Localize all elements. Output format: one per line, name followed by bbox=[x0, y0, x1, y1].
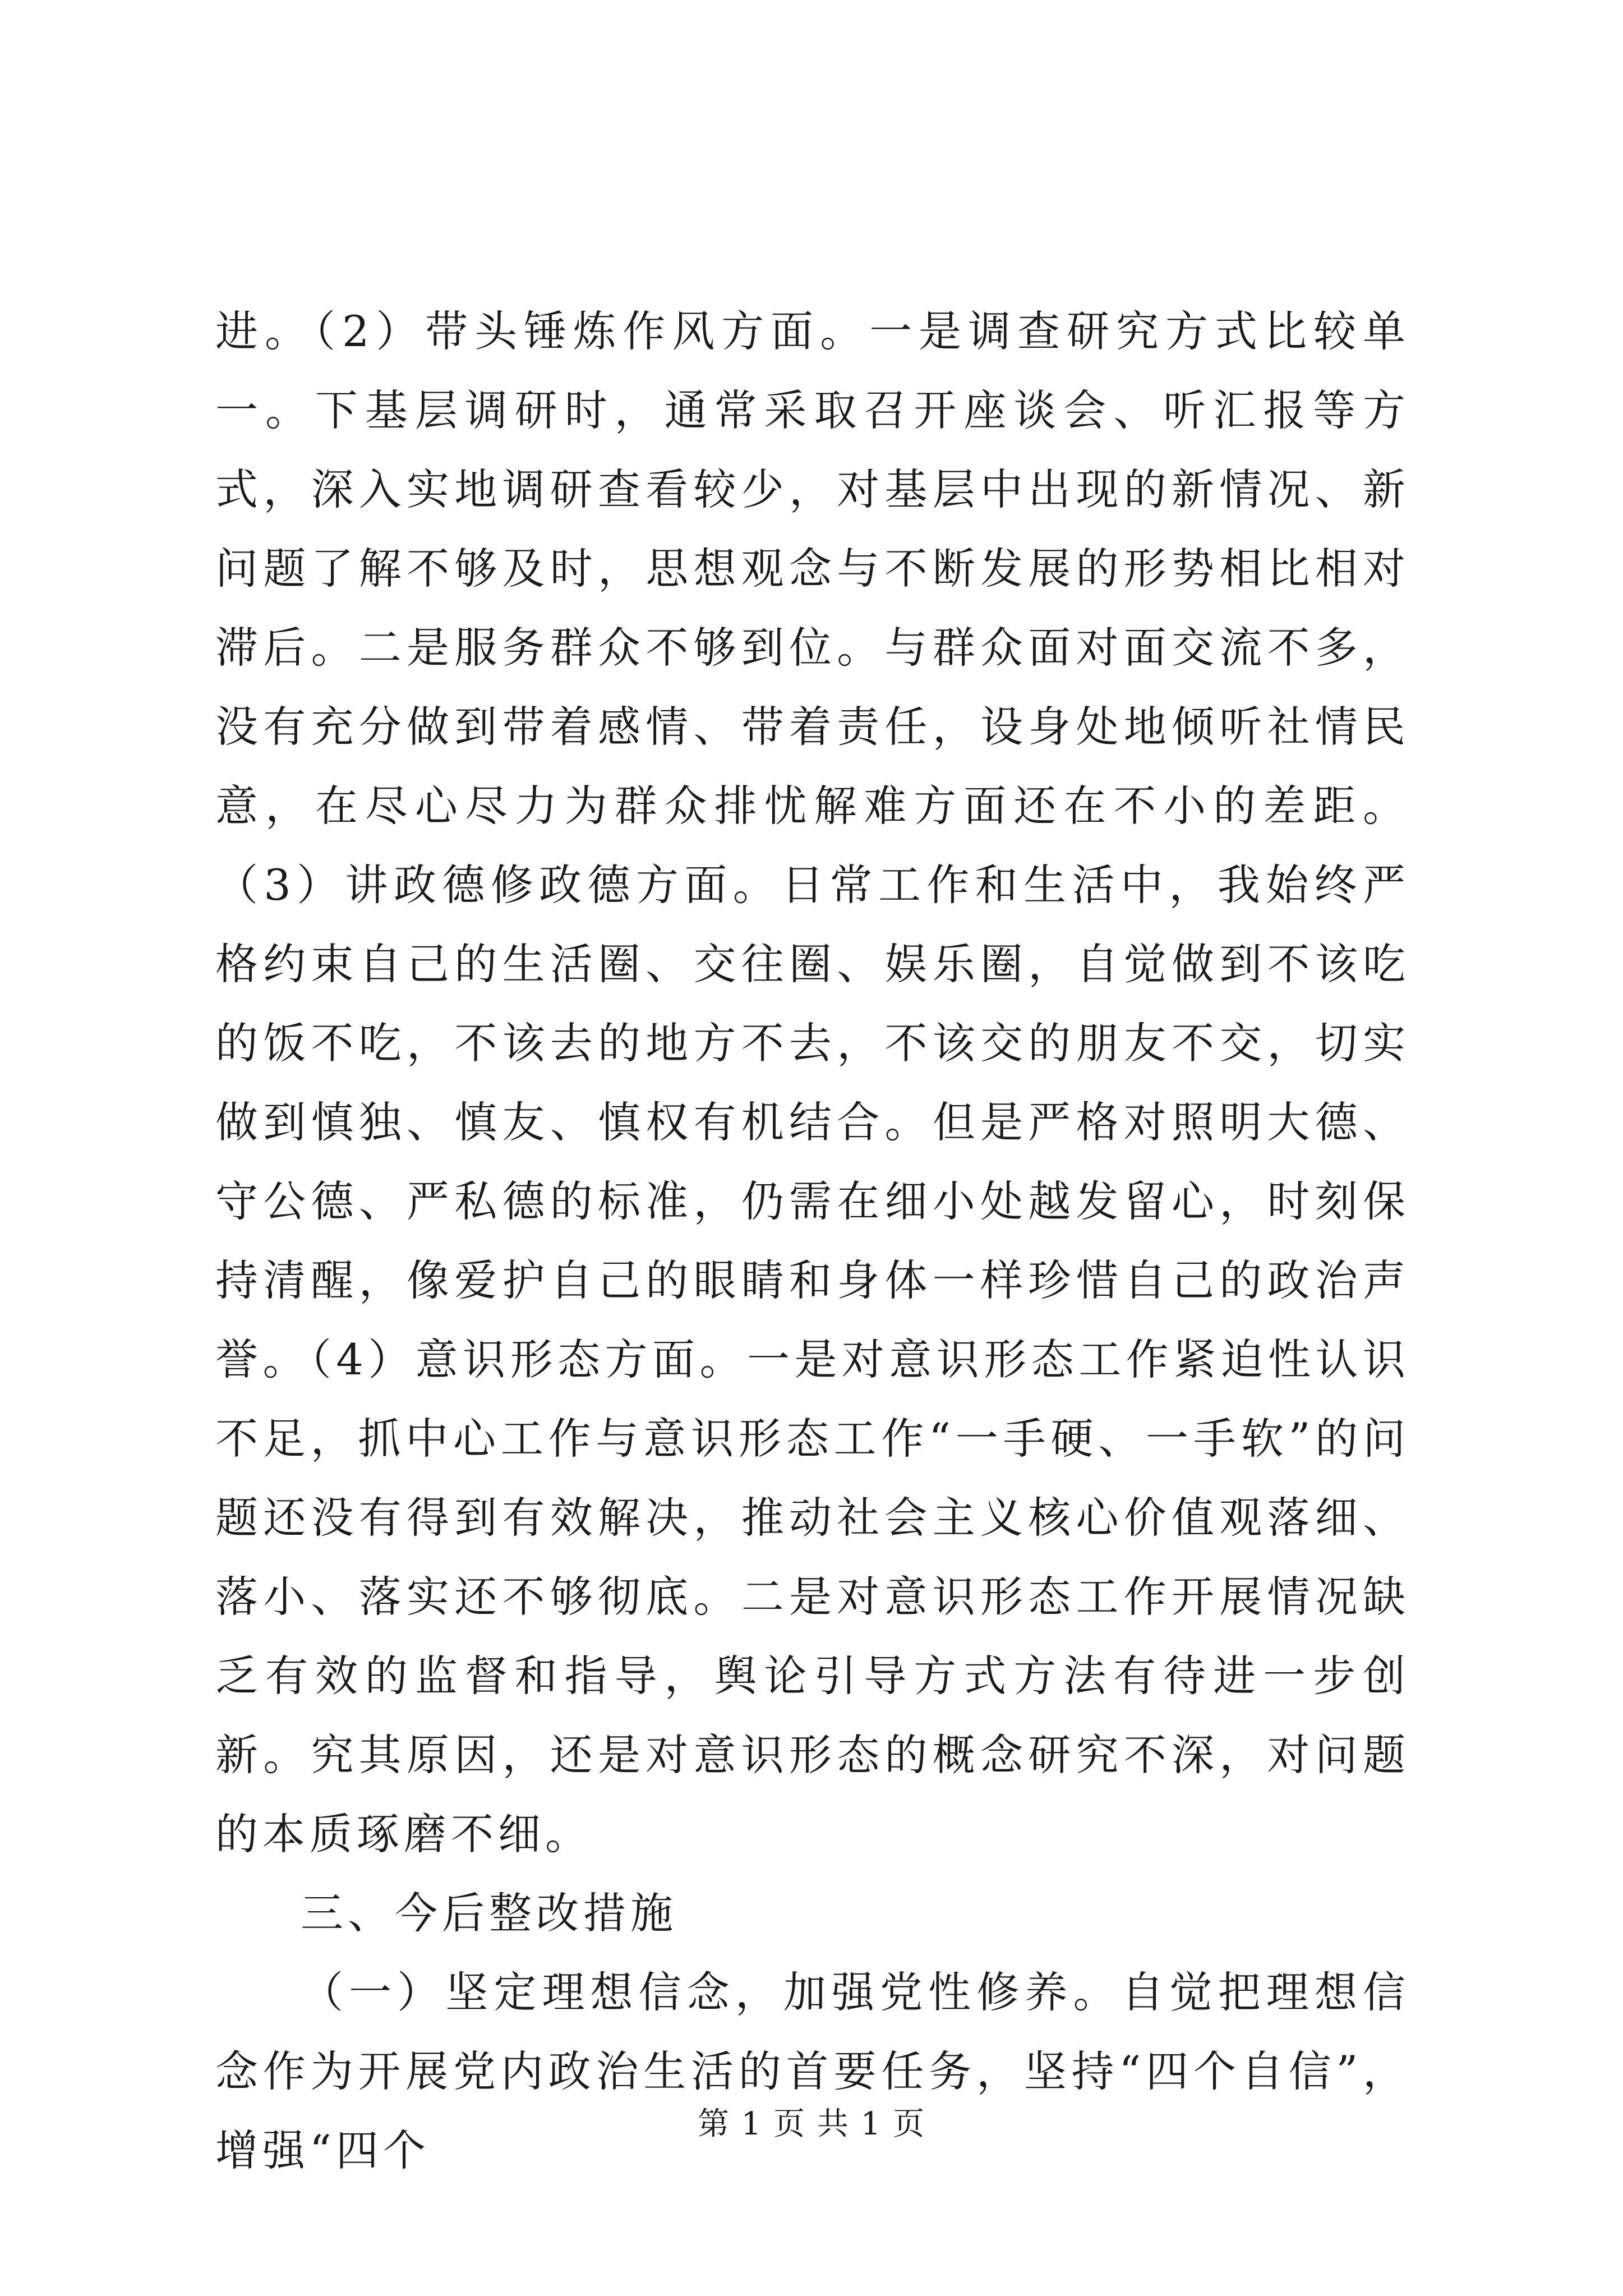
section-heading-rectification-measures: 三、今后整改措施 bbox=[301, 1888, 677, 1938]
body-paragraph-continuation: 进。（2）带头锤炼作风方面。一是调查研究方式比较单一。下基层调研时，通常采取召开座谈会、听汇报等方式，深入实地调研查看较少，对基层中出现的新情况、新问题了解不够及时，思想观念与不断发展的形势相比相对滞后。二是服务群众不够到位。与群众面对面交流不多，没有充分做到带着感情、带着责任，设身处地倾听社情民意，在尽心尽力为群众排忧解难方面还在不小的差距。（3）讲政德修政德方面。日常工作和生活中，我始终严格约束自己的生活圈、交往圈、娱乐圈，自觉做到不该吃的饭不吃，不该去的地方不去，不该交的朋友不交，切实做到慎独、慎友、慎权有机结合。但是严格对照明大德、守公德、严私德的标准，仍需在细小处越发留心，时刻保持清醒，像爱护自己的眼睛和身体一样珍惜自己的政治声誉。（4）意识形态方面。一是对意识形态工作紧迫性认识不足，抓中心工作与意识形态工作“一手硬、一手软”的问题还没有得到有效解决，推动社会主义核心价值观落细、落小、落实还不够彻底。二是对意识形态工作开展情况缺乏有效的监督和指导，舆论引导方式方法有待进一步创新。究其原因，还是对意识形态的概念研究不深，对问题的本质琢磨不细。 bbox=[215, 306, 1410, 1859]
body-paragraph-ideals: （一）坚定理想信念，加强党性修养。自觉把理想信念作为开展党内政治生活的首要任务，坚持“四个自信”，增强“四个 bbox=[215, 1967, 1410, 2175]
page-footer: 第 1 页 共 1 页 bbox=[697, 2106, 926, 2142]
document-body bbox=[215, 292, 1410, 2190]
